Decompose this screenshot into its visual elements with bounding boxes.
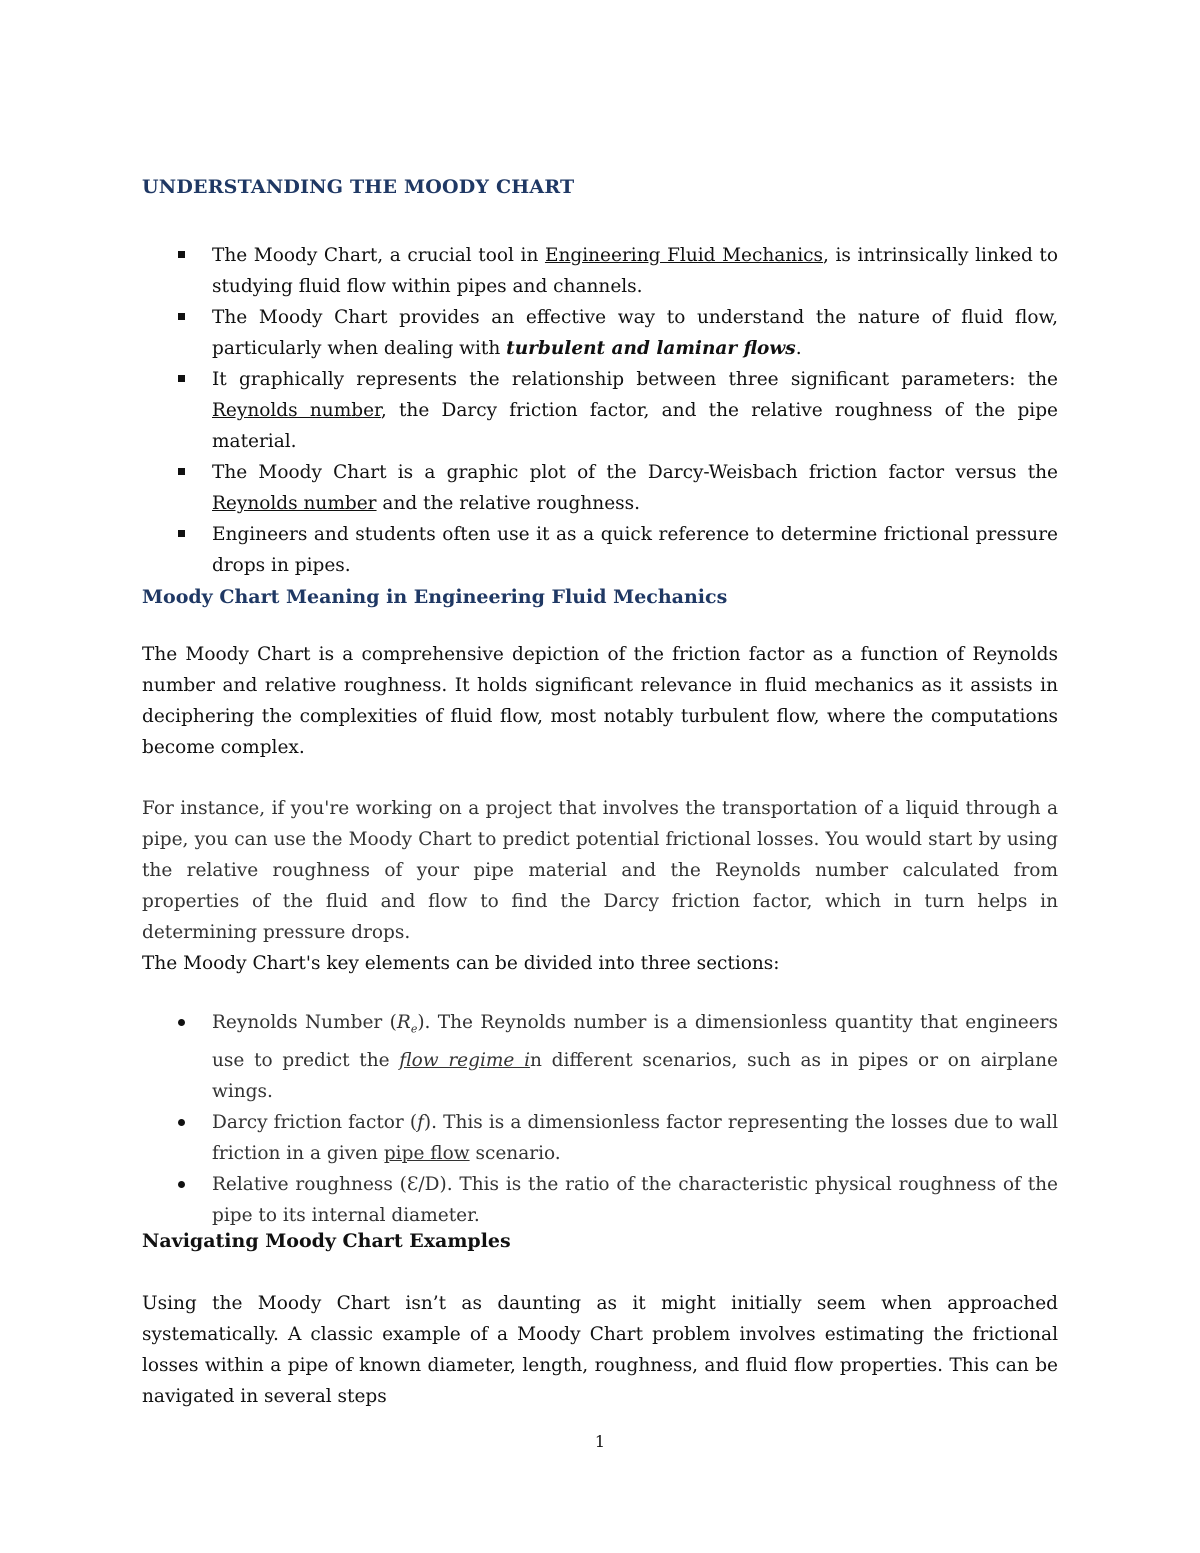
square-bullet-icon bbox=[178, 251, 185, 258]
list-item: Relative roughness (Ɛ/D). This is the ratio of the characteristic physical roughness of the pipe to its internal diameter. bbox=[142, 1169, 1058, 1231]
list-item: Engineers and students often use it as a quick reference to determine frictional pressure drops in pipes. bbox=[142, 519, 1058, 581]
round-bullet-icon bbox=[178, 1181, 185, 1188]
meaning-paragraph: The Moody Chart is a comprehensive depiction of the friction factor as a function of Reynolds number and relative roughness. It holds significant relevance in fluid mechanics as it assists in deciphering the complexities of fluid flow, most notably turbulent flow, where the computations become complex. bbox=[142, 644, 1058, 758]
page-number: 1 bbox=[594, 1432, 606, 1451]
section-heading-meaning: Moody Chart Meaning in Engineering Fluid Mechanics bbox=[142, 586, 728, 608]
square-bullet-icon bbox=[178, 468, 185, 475]
key-elements-list bbox=[142, 1007, 1058, 1231]
section-heading-examples: Navigating Moody Chart Examples bbox=[142, 1230, 511, 1252]
list-item: Reynolds Number $(R_e)$. The Reynolds number is a dimensionless quantity that engineers use to predict the flow regime in different scenarios, such as in pipes or on airplane wings. bbox=[142, 1007, 1058, 1107]
reynolds-number-link[interactable]: Reynolds number bbox=[212, 400, 381, 421]
pipe-flow-link[interactable]: pipe flow bbox=[383, 1142, 470, 1164]
round-bullet-icon bbox=[178, 1119, 185, 1126]
examples-paragraph: Using the Moody Chart isn’t as daunting as it might initially seem when approached systematically. A classic example of a Moody Chart problem involves estimating the frictional losses within a pipe of known diameter, length, roughness, and fluid flow properties. This can be navigated in several steps bbox=[142, 1293, 1058, 1407]
list-item: The Moody Chart, a crucial tool in Engineering Fluid Mechanics, is intrinsically linked to studying fluid flow within pipes and channels. bbox=[142, 240, 1058, 302]
square-bullet-icon bbox=[178, 313, 185, 320]
key-elements-intro: The Moody Chart's key elements can be divided into three sections: bbox=[142, 953, 780, 974]
square-bullet-icon bbox=[178, 375, 185, 382]
square-bullet-icon bbox=[178, 530, 185, 537]
reynolds-number-link[interactable]: Reynolds number bbox=[212, 493, 377, 514]
list-item: It graphically represents the relationship between three significant parameters: the Reynolds number, the Darcy friction factor, and the relative roughness of the pipe material. bbox=[142, 364, 1058, 457]
round-bullet-icon bbox=[178, 1019, 185, 1026]
engineering-fluid-mechanics-link[interactable]: Engineering Fluid Mechanics bbox=[544, 245, 823, 266]
flow-regime-link[interactable]: flow regime i bbox=[399, 1049, 531, 1071]
list-item: Darcy friction factor (f). This is a dimensionless factor representing the losses due to wall friction in a given pipe flow scenario. bbox=[142, 1107, 1058, 1169]
list-item: The Moody Chart is a graphic plot of the Darcy-Weisbach friction factor versus the Reynolds number and the relative roughness. bbox=[142, 457, 1058, 519]
example-paragraph: For instance, if you're working on a project that involves the transportation of a liquid through a pipe, you can use the Moody Chart to predict potential frictional losses. You would start by using the relative roughness of your pipe material and the Reynolds number calculated from properties of the fluid and flow to find the Darcy friction factor, which in turn helps in determining pressure drops. bbox=[142, 798, 1058, 943]
intro-bullet-list bbox=[142, 240, 1058, 581]
list-item: The Moody Chart provides an effective way to understand the nature of fluid flow, particularly when dealing with turbulent and laminar flows. bbox=[142, 302, 1058, 364]
page-title: UNDERSTANDING THE MOODY CHART bbox=[142, 176, 575, 198]
